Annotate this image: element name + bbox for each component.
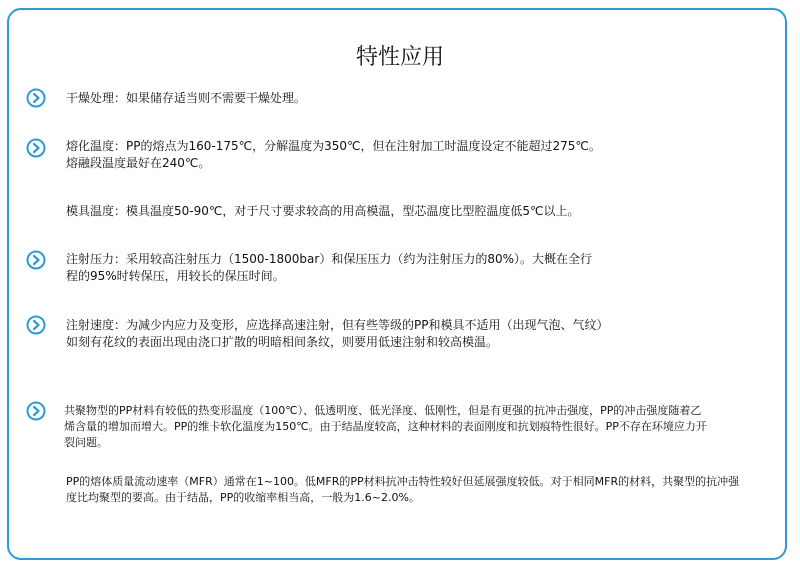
section-line: 裂问题。: [64, 436, 108, 449]
section-line: 模具温度：模具温度50-90℃，对于尺寸要求较高的用高模温，型芯温度比型腔温度低5℃以上。: [66, 204, 580, 218]
section-line: 注射速度：为减少内应力及变形，应选择高速注射，但有些等级的PP和模具不适用（出现气泡、气纹）: [66, 318, 609, 332]
chevron-right-circle-icon: [26, 401, 46, 421]
section-line: 烯含量的增加而增大。PP的维卡软化温度为150℃。由于结晶度较高，这种材料的表面刚度和抗划痕特性很好。PP不存在环境应力开: [64, 420, 707, 433]
section-line: 注射压力：采用较高注射压力（1500-1800bar）和保压压力（约为注射压力的80%）。大概在全行: [66, 252, 592, 266]
section-drying: [66, 90, 766, 107]
section-injection-speed: [66, 317, 766, 351]
section-line: 程的95%时转保压，用较长的保压时间。: [66, 269, 285, 283]
page-title: 特性应用: [355, 45, 444, 70]
section-line: 度比均聚型的要高。由于结晶，PP的收缩率相当高，一般为1.6~2.0%。: [66, 491, 420, 504]
chevron-right-circle-icon: [26, 315, 46, 335]
section-mfr: [66, 474, 782, 506]
section-line: 熔化温度：PP的熔点为160-175℃，分解温度为350℃，但在注射加工时温度设定不能超过275℃。: [66, 139, 601, 153]
section-injection-pressure: [66, 251, 766, 285]
section-line: 熔融段温度最好在240℃。: [66, 156, 211, 170]
chevron-right-circle-icon: [26, 88, 46, 108]
section-line: 干燥处理：如果储存适当则不需要干燥处理。: [66, 91, 307, 105]
chevron-right-circle-icon: [26, 138, 46, 158]
section-line: 共聚物型的PP材料有较低的热变形温度（100℃）、低透明度、低光泽度、低刚性，但是有更强的抗冲击强度，PP的冲击强度随着乙: [64, 404, 702, 417]
section-line: 如刻有花纹的表面出现由浇口扩散的明暗相间条纹，则要用低速注射和较高模温。: [66, 335, 499, 349]
section-copolymer: [64, 403, 782, 451]
chevron-right-circle-icon: [26, 250, 46, 270]
section-line: PP的熔体质量流动速率（MFR）通常在1~100。低MFR的PP材料抗冲击特性较好但延展强度较低。对于相同MFR的材料，共聚型的抗冲强: [66, 475, 740, 488]
section-melt-temperature: [66, 138, 766, 172]
section-mold-temperature: [66, 203, 766, 220]
